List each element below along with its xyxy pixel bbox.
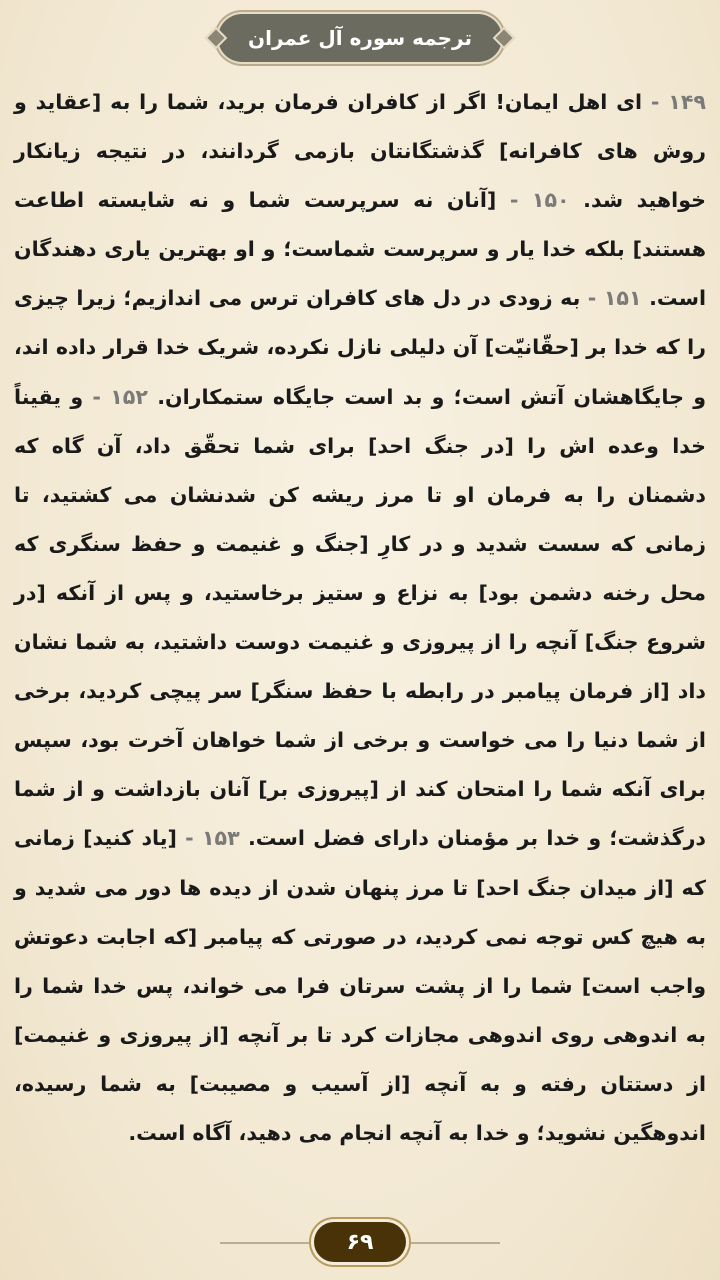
title-banner (218, 14, 502, 62)
footer-divider-right (410, 1242, 500, 1244)
verse-text: ای اهل ایمان! اگر از کافران فرمان برید، شما را به [عقاید و روش های کافرانه] گذشتگانتان بازمی گردانند، در نتیجه زیانکار خواهید شد. (14, 90, 706, 213)
verse-number: ۱۵۳ - (176, 826, 240, 851)
verse-text: [یاد کنید] زمانی که [از میدان جنگ احد] تا مرز پنهان شدن از دیده ها دور می شدید و به هیچ کس توجه نمی کردید، در صورتی که پیامبر [که اجابت دعوتش واجب است] شما را از پشت سرتان فرا می خواند، پس خدا شما را به اندوهی روی اندوهی مجازات کرد تا بر آنچه [از پیروزی و غنیمت] از دستتان رفته و به آنچه [از آسیب و مصیبت] به شما رسیده، اندوهگین نشوید؛ و خدا به آنچه انجام می دهید، آگاه است. (14, 826, 706, 1145)
translation-text (14, 78, 706, 1158)
page-title: ترجمه سوره آل عمران (248, 26, 472, 50)
footer-divider-left (220, 1242, 310, 1244)
page-number: ۶۹ (346, 1229, 374, 1255)
verse-number: ۱۵۱ - (580, 286, 642, 311)
verse-number: ۱۴۹ - (642, 90, 706, 114)
verse-text: به زودی در دل های کافران ترس می اندازیم؛ زیرا چیزی را که خدا بر [حقّانیّت] آن دلیلی نازل نکرده، شریک خدا قرار داده اند، و جایگاهشان آتش است؛ و بد است جایگاه ستمکاران. (14, 286, 707, 409)
verse-text: و یقیناً خدا وعده اش را [در جنگ احد] برای شما تحقّق داد، آن گاه که دشمنان را به فرمان او تا مرز ریشه کن شدنشان می کشتید، تا زمانی که سست شدید و در کارِ [جنگ و غنیمت و حفظ سنگری که محل رخنه دشمن بود] به نزاع و ستیز برخاستید، و پس از آنکه [در شروع جنگ] آنچه را از پیروزی و غنیمت دوست داشتید، به شما نشان داد [از فرمان پیامبر در رابطه با حفظ سنگر] سر پیچی کردید، برخی از شما دنیا را می خواست و برخی از شما خواهان آخرت بود، سپس برای آنکه شما را امتحان کند از [پیروزی بر] آنان بازداشت و از شما درگذشت؛ و خدا بر مؤمنان دارای فضل است. (14, 384, 707, 851)
verse-number: ۱۵۲ - (83, 384, 148, 409)
verse-text: [آنان نه سرپرست شما و نه شایسته اطاعت هستند] بلکه خدا یار و سرپرست شماست؛ و او بهترین یاری دهندگان است. (14, 188, 707, 311)
verse-number: ۱۵۰ - (496, 188, 570, 213)
page-number-badge (314, 1222, 406, 1262)
